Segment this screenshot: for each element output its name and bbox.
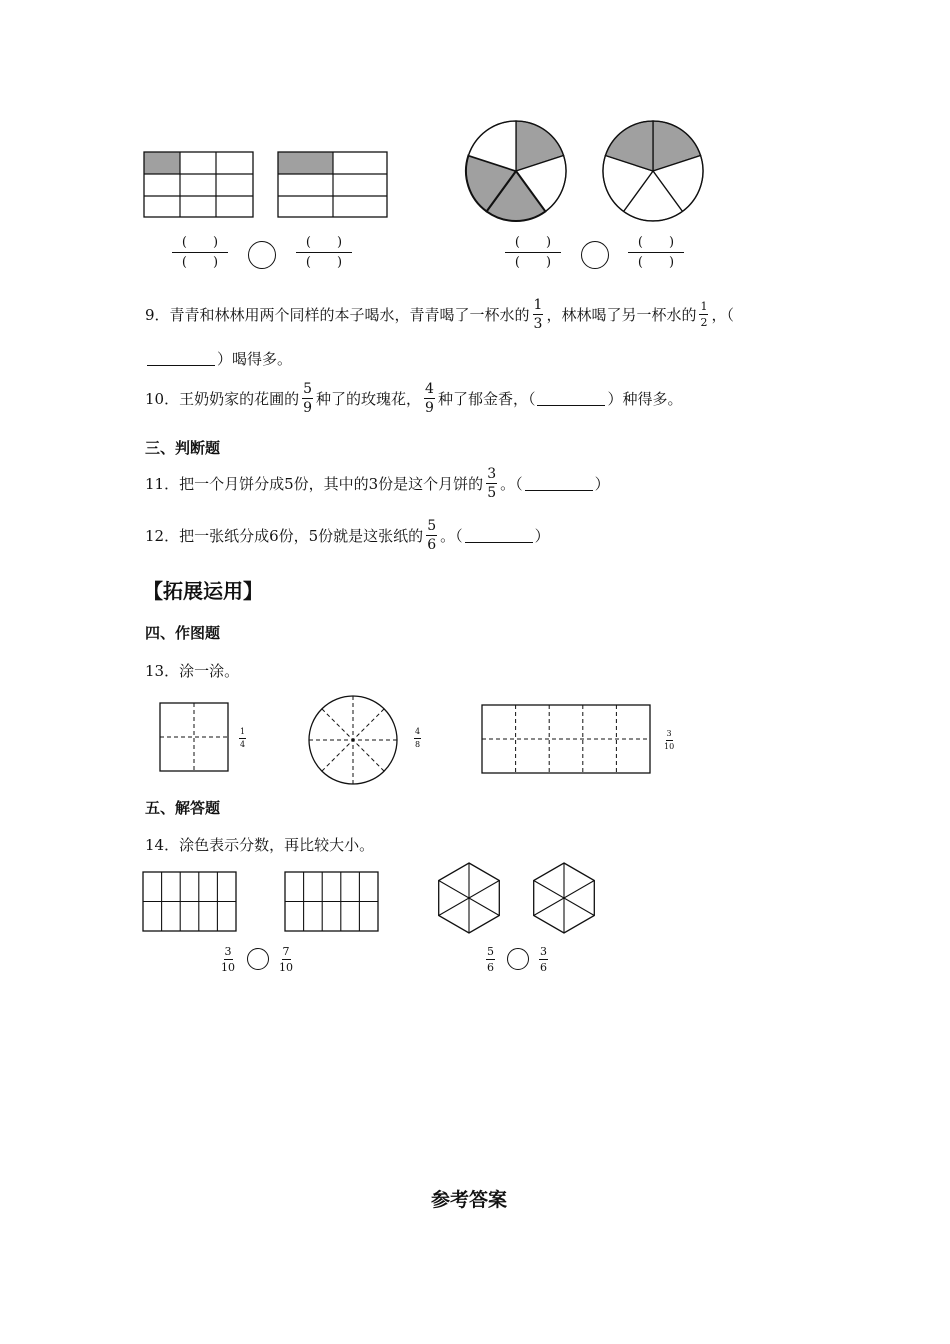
hexagon-right (531, 862, 597, 934)
fraction-4-8-label: $\frac{4}{8}$ (415, 727, 421, 749)
grid-tenths-left (142, 871, 238, 933)
answer-blank-9[interactable] (147, 351, 215, 366)
section-4-title: 四、作图题 (145, 624, 221, 642)
fraction-3-10: $\frac{3}{10}$ (221, 945, 235, 974)
answer-blank-12[interactable] (465, 528, 533, 543)
fraction-3-5: $\frac{3}{5}$ (487, 466, 497, 501)
fraction-7-10: $\frac{7}{10}$ (279, 945, 293, 974)
grid-figure-2x3 (277, 151, 389, 219)
question-10: 10．王奶奶家的花圃的 $\frac{5}{9}$ 种了的玫瑰花， $\frac{4}{9}$ 种了郁金香，（ ）种得多。 (145, 381, 683, 416)
square-quarters-figure (159, 702, 231, 774)
fraction-4-9: $\frac{4}{9}$ (425, 381, 434, 416)
grid-tenths-right (284, 871, 380, 933)
pie-figure-right (600, 118, 706, 224)
section-3-title: 三、判断题 (145, 439, 221, 457)
question-9: 9．青青和林林用两个同样的本子喝水，青青喝了一杯水的 $\frac{1}{3}$ ，林林喝了另一杯水的 $\frac{1}{2}$ ，（ (145, 297, 734, 332)
question-12: 12．把一张纸分成6份，5份就是这张纸的 $\frac{5}{6}$ 。（ ） (145, 518, 550, 553)
pie-figure-left (463, 118, 569, 224)
fraction-5-6: $\frac{5}{6}$ (427, 518, 437, 553)
compare-circle-4[interactable] (507, 948, 529, 970)
extend-title: 【拓展运用】 (143, 579, 263, 603)
fraction-1-2: $\frac{1}{2}$ (700, 300, 708, 329)
question-14: 14．涂色表示分数，再比较大小。 (145, 836, 375, 854)
question-13: 13．涂一涂。 (145, 662, 240, 680)
rectangle-tenths-figure (481, 704, 653, 776)
fraction-5-9: $\frac{5}{9}$ (303, 381, 313, 416)
answer-key-title: 参考答案 (431, 1189, 508, 1211)
fraction-3-10-label: $\frac{3}{10}$ (664, 729, 675, 751)
fraction-1-3: $\frac{1}{3}$ (533, 297, 543, 332)
blank-fraction-3: ( ) ( ) (505, 236, 561, 269)
section-5-title: 五、解答题 (145, 799, 221, 817)
fraction-3-6-compare: $\frac{3}{6}$ (540, 945, 547, 974)
fraction-5-6-compare: $\frac{5}{6}$ (487, 945, 494, 974)
grid-figure-3x3 (143, 151, 255, 219)
answer-blank-11[interactable] (525, 476, 593, 491)
compare-circle-3[interactable] (247, 948, 269, 970)
blank-fraction-4: ( ) ( ) (628, 236, 684, 269)
blank-fraction-2: ( ) ( ) (296, 236, 352, 269)
question-9-line2: ）喝得多。 (145, 348, 292, 369)
hexagon-left (436, 862, 502, 934)
circle-eighths-figure (307, 694, 399, 786)
compare-circle-2[interactable] (581, 241, 609, 269)
question-11: 11．把一个月饼分成5份，其中的3份是这个月饼的 $\frac{3}{5}$ 。（ ） (145, 466, 610, 501)
compare-circle-1[interactable] (248, 241, 276, 269)
blank-fraction-1: ( ) ( ) (172, 236, 228, 269)
answer-blank-10[interactable] (537, 391, 605, 406)
fraction-1-4-label: $\frac{1}{4}$ (240, 727, 246, 749)
